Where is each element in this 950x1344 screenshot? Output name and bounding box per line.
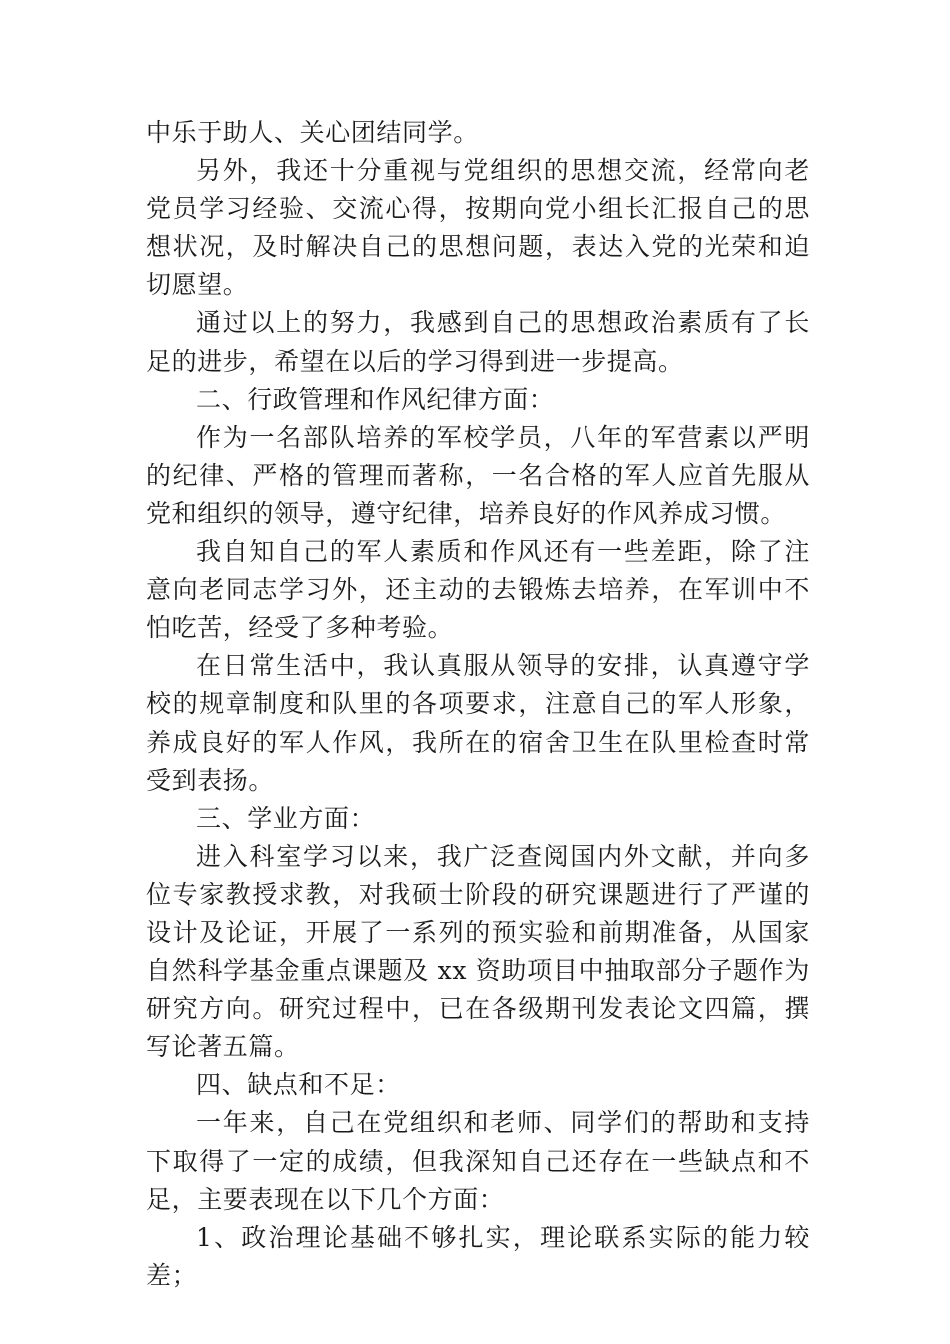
list-item-shortcoming-1: 1、政治理论基础不够扎实，理论联系实际的能力较差；: [146, 1222, 810, 1290]
paragraph-research: 进入科室学习以来，我广泛查阅国内外文献，并向多位专家教授求教，对我硕士阶段的研究课题进行了严谨的设计及论证，开展了一系列的预实验和前期准备，从国家自然科学基金重点课题及 xx 资助项目中抽取部分子题作为研究方向。研究过程中，已在各级期刊发表论文四篇，撰写论著五篇。: [146, 841, 810, 1062]
section-heading-discipline: 二、行政管理和作风纪律方面：: [196, 384, 555, 414]
paragraph-year-summary: 一年来，自己在党组织和老师、同学们的帮助和支持下取得了一定的成绩，但我深知自己还存在一些缺点和不足，主要表现在以下几个方面：: [146, 1108, 810, 1214]
paragraph-continuation: 中乐于助人、关心团结同学。: [146, 118, 479, 147]
paragraph-military-academy: 作为一名部队培养的军校学员，八年的军营素以严明的纪律、严格的管理而著称，一名合格的军人应首先服从党和组织的领导，遵守纪律，培养良好的作风养成习惯。: [146, 422, 810, 528]
paragraph-daily-life: 在日常生活中，我认真服从领导的安排，认真遵守学校的规章制度和队里的各项要求，注意自己的军人形象，养成良好的军人作风，我所在的宿舍卫生在队里检查时常受到表扬。: [146, 651, 810, 795]
document-body: [146, 114, 810, 1295]
section-heading-shortcomings: 四、缺点和不足：: [196, 1070, 401, 1100]
section-heading-academics: 三、学业方面：: [196, 803, 376, 833]
paragraph-political-progress: 通过以上的努力，我感到自己的思想政治素质有了长足的进步，希望在以后的学习得到进一步提高。: [146, 308, 810, 376]
paragraph-self-improvement: 我自知自己的军人素质和作风还有一些差距，除了注意向老同志学习外，还主动的去锻炼去培养，在军训中不怕吃苦，经受了多种考验。: [146, 537, 810, 643]
paragraph-party-communication: 另外，我还十分重视与党组织的思想交流，经常向老党员学习经验、交流心得，按期向党小组长汇报自己的思想状况，及时解决自己的思想问题，表达入党的光荣和迫切愿望。: [146, 156, 810, 300]
